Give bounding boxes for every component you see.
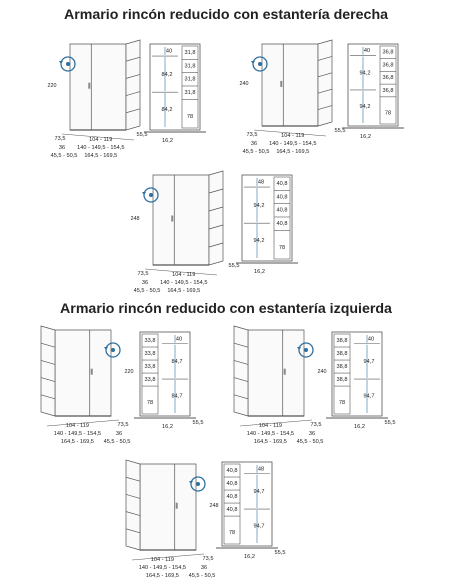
inner-mid-label: 84,2 bbox=[161, 71, 173, 78]
height-label: 240 bbox=[239, 81, 249, 87]
shelf-height-label: 78 bbox=[186, 113, 194, 120]
total-width-label: 164,5 - 169,5 bbox=[145, 573, 179, 579]
cabinet-face bbox=[126, 460, 140, 550]
cabinet-face bbox=[126, 40, 140, 130]
depth-label: 73,5 bbox=[246, 132, 258, 138]
shelf-height-label: 36,8 bbox=[382, 87, 394, 94]
inner-mid-label: 94,2 bbox=[253, 202, 265, 209]
total-width-label: 140 - 149,5 - 154,5 bbox=[77, 145, 125, 151]
total-width-label: 140 - 149,5 - 154,5 bbox=[53, 431, 102, 437]
shelf-height-label: 38,8 bbox=[336, 363, 348, 370]
front-depth-label: 16,2 bbox=[162, 424, 173, 430]
door-handle bbox=[176, 503, 178, 509]
side-range-label: 45,5 - 50,5 bbox=[50, 153, 78, 159]
side-depth-label: 55,5 bbox=[192, 420, 204, 426]
inner-mid-label: 94,2 bbox=[253, 238, 265, 245]
shelf-height-label: 31,8 bbox=[184, 49, 196, 56]
shelf-height-label: 40,8 bbox=[276, 194, 288, 201]
inner-mid-label: 84,2 bbox=[161, 107, 173, 114]
rotate-dot bbox=[149, 193, 153, 197]
side-depth-label: 55,5 bbox=[274, 550, 286, 556]
shelf-height-label: 78 bbox=[338, 400, 346, 407]
side-range-label: 45,5 - 50,5 bbox=[242, 149, 270, 155]
shelf-height-label: 40,8 bbox=[276, 220, 288, 227]
shelf-height-label: 40,8 bbox=[276, 180, 288, 187]
width-label: 104 - 119 bbox=[89, 137, 113, 143]
rotate-dot bbox=[304, 348, 308, 352]
width-label: 104 - 119 bbox=[281, 133, 305, 139]
cabinet-face bbox=[140, 464, 196, 550]
inner-top-label: 48 bbox=[257, 179, 265, 186]
cabinet-face bbox=[248, 330, 304, 416]
section-left-shelf bbox=[41, 326, 395, 579]
total-width-label: 140 - 149,5 - 154,5 bbox=[246, 431, 295, 437]
shelf-height-label: 40,8 bbox=[226, 493, 238, 500]
total-width-label: 140 - 149,5 - 154,5 bbox=[269, 141, 317, 147]
door-handle bbox=[280, 81, 282, 87]
rotate-arrow bbox=[142, 192, 146, 195]
shelf-height-label: 38,8 bbox=[336, 376, 348, 383]
rotate-dot bbox=[258, 62, 262, 66]
inner-top-label: 40 bbox=[363, 48, 371, 55]
height-label: 248 bbox=[130, 216, 140, 222]
door-handle bbox=[284, 369, 286, 375]
door-handle bbox=[171, 216, 173, 222]
shelf-height-label: 78 bbox=[384, 110, 392, 117]
height-label: 248 bbox=[209, 503, 219, 509]
total-width-label: 140 - 149,5 - 154,5 bbox=[138, 565, 187, 571]
shelf-height-label: 78 bbox=[146, 400, 154, 407]
height-label: 240 bbox=[317, 369, 327, 375]
shelf-height-label: 33,8 bbox=[144, 376, 156, 383]
width-label: 104 - 119 bbox=[65, 423, 90, 429]
shelf-height-label: 38,8 bbox=[336, 337, 348, 344]
cabinet-face bbox=[153, 175, 209, 265]
side-depth-label: 55,5 bbox=[384, 420, 396, 426]
side-label: 36 bbox=[250, 141, 258, 147]
shelf-height-label: 40,8 bbox=[226, 467, 238, 474]
inner-mid-label: 94,7 bbox=[363, 359, 375, 366]
side-depth-label: 55,5 bbox=[136, 132, 148, 138]
side-range-label: 45,5 - 50,5 bbox=[133, 288, 161, 294]
shelf-height-label: 33,8 bbox=[144, 337, 156, 344]
inner-mid-label: 84,7 bbox=[171, 359, 183, 366]
door-handle bbox=[88, 83, 90, 89]
total-width-label: 164,5 - 169,5 bbox=[167, 288, 201, 294]
section-title-left-shelf: Armario rincón reducido con estantería izquierda bbox=[60, 301, 392, 317]
width-label: 104 - 119 bbox=[258, 423, 283, 429]
inner-mid-label: 94,2 bbox=[359, 103, 371, 110]
cabinet-face bbox=[41, 326, 55, 416]
side-label: 36 bbox=[141, 280, 149, 286]
cabinet-face bbox=[262, 44, 318, 126]
front-depth-label: 16,2 bbox=[244, 554, 255, 560]
total-width-label: 140 - 149,5 - 154,5 bbox=[160, 280, 208, 286]
shelf-height-label: 33,8 bbox=[144, 363, 156, 370]
height-label: 220 bbox=[47, 83, 57, 89]
inner-mid-label: 94,7 bbox=[363, 393, 375, 400]
depth-label: 73,5 bbox=[310, 422, 322, 428]
cabinet-face bbox=[209, 171, 223, 265]
side-range-label: 45,5 - 50,5 bbox=[103, 439, 131, 445]
shelf-height-label: 78 bbox=[228, 530, 236, 537]
cabinet-face bbox=[70, 44, 126, 130]
inner-mid-label: 94,7 bbox=[253, 523, 265, 530]
side-label: 36 bbox=[200, 565, 208, 571]
shelf-height-label: 40,8 bbox=[226, 506, 238, 513]
shelf-height-label: 31,8 bbox=[184, 89, 196, 96]
width-label: 104 - 119 bbox=[150, 557, 175, 563]
inner-mid-label: 84,7 bbox=[171, 393, 183, 400]
shelf-height-label: 40,8 bbox=[276, 207, 288, 214]
shelf-height-label: 78 bbox=[278, 244, 286, 251]
width-label: 104 - 119 bbox=[172, 272, 196, 278]
rotate-arrow bbox=[251, 61, 255, 64]
shelf-height-label: 38,8 bbox=[336, 350, 348, 357]
door-handle bbox=[91, 369, 93, 375]
shelf-height-label: 36,8 bbox=[382, 49, 394, 56]
section-title-right-shelf: Armario rincón reducido con estantería derecha bbox=[63, 7, 389, 23]
rotate-arrow bbox=[59, 61, 63, 64]
inner-mid-label: 94,2 bbox=[359, 70, 371, 77]
total-width-label: 164,5 - 169,5 bbox=[84, 153, 118, 159]
shelf-height-label: 36,8 bbox=[382, 75, 394, 82]
side-depth-label: 55,5 bbox=[228, 263, 240, 269]
rotate-dot bbox=[196, 482, 200, 486]
side-label: 36 bbox=[308, 431, 316, 437]
side-label: 36 bbox=[58, 145, 66, 151]
inner-top-label: 48 bbox=[257, 466, 265, 473]
depth-label: 73,5 bbox=[117, 422, 129, 428]
side-range-label: 45,5 - 50,5 bbox=[296, 439, 324, 445]
cabinet-face bbox=[234, 326, 248, 416]
cabinet-face bbox=[318, 40, 332, 126]
side-label: 36 bbox=[115, 431, 123, 437]
shelf-height-label: 40,8 bbox=[226, 480, 238, 487]
front-depth-label: 16,2 bbox=[254, 269, 265, 275]
front-depth-label: 16,2 bbox=[162, 138, 173, 144]
section-right-shelf bbox=[48, 40, 405, 294]
inner-top-label: 40 bbox=[165, 48, 173, 55]
height-label: 220 bbox=[124, 369, 134, 375]
depth-label: 73,5 bbox=[202, 556, 214, 562]
depth-label: 73,5 bbox=[137, 271, 149, 277]
inner-mid-label: 94,7 bbox=[253, 489, 265, 496]
depth-label: 73,5 bbox=[54, 136, 66, 142]
shelf-height-label: 31,8 bbox=[184, 76, 196, 83]
rotate-dot bbox=[66, 62, 70, 66]
shelf-height-label: 33,8 bbox=[144, 350, 156, 357]
inner-top-label: 40 bbox=[367, 336, 375, 343]
inner-top-label: 40 bbox=[175, 336, 183, 343]
side-range-label: 45,5 - 50,5 bbox=[188, 573, 216, 579]
rotate-dot bbox=[111, 348, 115, 352]
front-depth-label: 16,2 bbox=[354, 424, 365, 430]
total-width-label: 164,5 - 169,5 bbox=[60, 439, 94, 445]
side-depth-label: 55,5 bbox=[334, 128, 346, 134]
total-width-label: 164,5 - 169,5 bbox=[276, 149, 310, 155]
total-width-label: 164,5 - 169,5 bbox=[253, 439, 287, 445]
front-depth-label: 16,2 bbox=[360, 134, 371, 140]
shelf-height-label: 36,8 bbox=[382, 62, 394, 69]
shelf-height-label: 31,8 bbox=[184, 63, 196, 70]
cabinet-face bbox=[55, 330, 111, 416]
